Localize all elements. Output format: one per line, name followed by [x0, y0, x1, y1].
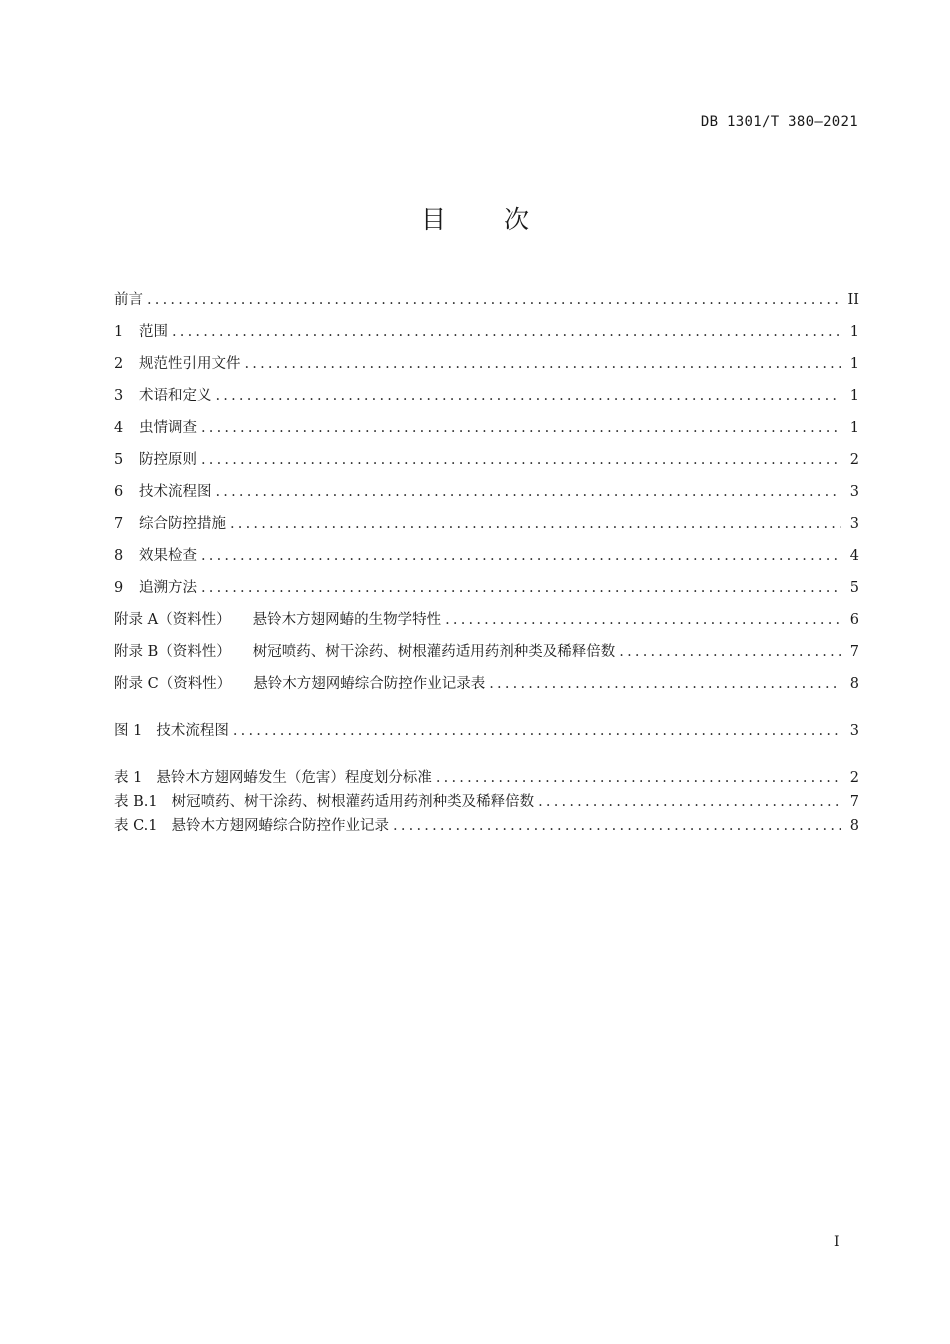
- toc-leader: [201, 412, 841, 444]
- document-code: DB 1301/T 380—2021: [700, 114, 858, 130]
- toc-leader: [216, 476, 842, 508]
- toc-entry-number: 2: [114, 356, 124, 372]
- toc-entry-foreword[interactable]: [114, 284, 859, 316]
- toc-leader: [201, 572, 841, 604]
- toc-leader: [619, 636, 841, 668]
- toc-entry-number: 5: [114, 452, 124, 468]
- toc-entry-label: 追溯方法: [139, 580, 197, 596]
- toc-entry-7[interactable]: [114, 508, 859, 540]
- toc-entry-table-1[interactable]: [114, 766, 859, 790]
- toc-entry-number: 3: [114, 388, 124, 404]
- toc-entry-figure-1[interactable]: [114, 715, 859, 747]
- toc-entry-appendix-c[interactable]: [114, 668, 859, 700]
- table-title: 树冠喷药、树干涂药、树根灌药适用药剂种类及稀释倍数: [171, 794, 535, 810]
- toc-leader: [216, 380, 842, 412]
- toc-leader: [201, 444, 841, 476]
- toc-entry-label: 技术流程图: [139, 484, 212, 500]
- toc-entry-appendix-a[interactable]: [114, 604, 859, 636]
- appendix-prefix: 附录 C（资料性）: [114, 676, 232, 692]
- toc-entry-5[interactable]: [114, 444, 859, 476]
- toc-leader: [393, 814, 841, 838]
- appendix-prefix: 附录 A（资料性）: [114, 612, 231, 628]
- toc-entry-6[interactable]: [114, 476, 859, 508]
- toc-entry-2[interactable]: [114, 348, 859, 380]
- toc-leader: [201, 540, 841, 572]
- toc-entry-label: 综合防控措施: [139, 516, 226, 532]
- toc-entry-page: 8: [849, 818, 859, 834]
- toc-leader: [230, 508, 841, 540]
- toc-entry-label: 范围: [139, 324, 168, 340]
- toc-entry-9[interactable]: [114, 572, 859, 604]
- table-number: 表 1: [114, 770, 143, 786]
- table-title: 悬铃木方翅网蝽综合防控作业记录: [171, 818, 390, 834]
- toc-leader: [436, 766, 841, 790]
- toc-entry-table-c1[interactable]: [114, 814, 859, 838]
- toc-entry-page: 3: [849, 516, 859, 532]
- toc-entry-page: II: [847, 292, 859, 308]
- figure-title: 技术流程图: [156, 723, 229, 739]
- toc-entry-appendix-b[interactable]: [114, 636, 859, 668]
- table-number: 表 B.1: [114, 794, 158, 810]
- toc-leader: [445, 604, 841, 636]
- toc-entry-4[interactable]: [114, 412, 859, 444]
- toc-entry-label: 防控原则: [139, 452, 197, 468]
- toc-entry-page: 7: [849, 644, 859, 660]
- toc-entry-page: 3: [849, 484, 859, 500]
- toc-figures-section: [114, 715, 859, 747]
- toc-entry-page: 1: [849, 388, 859, 404]
- toc-entry-page: 1: [849, 324, 859, 340]
- appendix-prefix: 附录 B（资料性）: [114, 644, 231, 660]
- toc-entry-number: 9: [114, 580, 124, 596]
- toc-entry-page: 4: [849, 548, 859, 564]
- toc-tables-section: [114, 766, 859, 838]
- toc-entry-number: 4: [114, 420, 124, 436]
- toc-leader: [172, 316, 841, 348]
- toc-entry-page: 7: [849, 794, 859, 810]
- table-title: 悬铃木方翅网蝽发生（危害）程度划分标准: [156, 770, 432, 786]
- toc-entry-page: 8: [849, 676, 859, 692]
- toc-entry-label: 规范性引用文件: [139, 356, 241, 372]
- toc-entry-page: 2: [849, 452, 859, 468]
- page-number: I: [834, 1234, 840, 1250]
- toc-entry-number: 7: [114, 516, 124, 532]
- appendix-title: 悬铃木方翅网蝽综合防控作业记录表: [253, 676, 486, 692]
- toc-entry-table-b1[interactable]: [114, 790, 859, 814]
- figure-number: 图 1: [114, 723, 143, 739]
- toc-entry-number: 6: [114, 484, 124, 500]
- toc-entry-3[interactable]: [114, 380, 859, 412]
- appendix-title: 悬铃木方翅网蝽的生物学特性: [252, 612, 442, 628]
- appendix-title: 树冠喷药、树干涂药、树根灌药适用药剂种类及稀释倍数: [252, 644, 616, 660]
- toc-entry-label: 前言: [114, 292, 143, 308]
- toc-leader: [245, 348, 842, 380]
- toc-entry-label: 术语和定义: [139, 388, 212, 404]
- toc-entry-1[interactable]: [114, 316, 859, 348]
- toc-leader: [489, 668, 841, 700]
- toc-entry-number: 1: [114, 324, 124, 340]
- toc-entry-page: 5: [849, 580, 859, 596]
- toc-leader: [233, 715, 841, 747]
- table-number: 表 C.1: [114, 818, 158, 834]
- page-title: 目次: [420, 205, 587, 234]
- toc-entry-8[interactable]: [114, 540, 859, 572]
- toc-entry-page: 6: [849, 612, 859, 628]
- toc-entry-page: 1: [849, 420, 859, 436]
- toc-entry-number: 8: [114, 548, 124, 564]
- toc-entry-label: 效果检查: [139, 548, 197, 564]
- toc-entry-page: 3: [849, 723, 859, 739]
- toc-leader: [538, 790, 841, 814]
- toc-entry-label: 虫情调查: [139, 420, 197, 436]
- toc-leader: [147, 284, 841, 316]
- toc-entry-page: 2: [849, 770, 859, 786]
- toc-main-section: [114, 284, 859, 700]
- toc-entry-page: 1: [849, 356, 859, 372]
